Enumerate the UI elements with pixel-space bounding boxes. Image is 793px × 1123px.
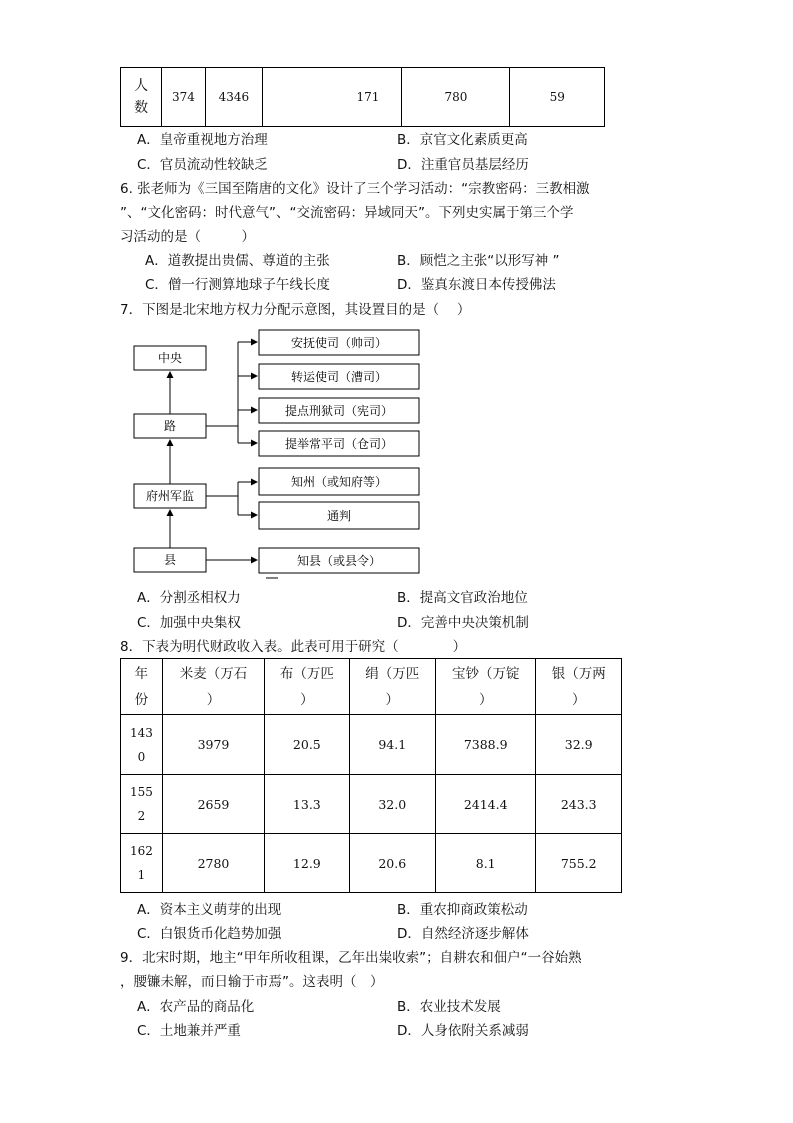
- q9-option-b: B．农业技术发展: [397, 999, 501, 1015]
- q7-stem: 7．下图是北宋地方权力分配示意图，其设置目的是（ ）: [120, 302, 471, 318]
- q7-option-c: C．加强中央集权: [137, 615, 241, 631]
- year-cell: 143 0: [121, 715, 163, 775]
- q5-option-c: C．官员流动性较缺乏: [137, 157, 268, 173]
- q6-option-c: C．僧一行测算地球子午线长度: [145, 277, 330, 293]
- header-grain: 米麦（万石 ）: [162, 659, 264, 715]
- q9-option-c: C．土地兼并严重: [137, 1023, 241, 1039]
- table-cell: 780: [402, 68, 510, 127]
- header-silk: 绢（万匹 ）: [349, 659, 435, 715]
- q8-option-d: D．自然经济逐步解体: [397, 926, 529, 942]
- year-cell: 155 2: [121, 775, 163, 834]
- header-silver: 银（万两 ）: [536, 659, 622, 715]
- label-zhixian: 知县（或县令）: [296, 554, 382, 568]
- label-county: 县: [163, 553, 177, 567]
- table-cell: 3979: [162, 715, 264, 775]
- q8-option-c: C．白银货币化趋势加强: [137, 926, 282, 942]
- q6-stem-line-1: 6. 张老师为《三国至隋唐的文化》设计了三个学习活动：“宗教密码：三教相激: [120, 181, 590, 197]
- table-cell: 2780: [162, 834, 264, 893]
- label-lu: 路: [163, 419, 177, 433]
- label-central: 中央: [157, 351, 183, 365]
- label-zhuanyun: 转运使司（漕司）: [290, 370, 388, 384]
- row-label: 人 数: [121, 68, 162, 127]
- q8-stem: 8．下表为明代财政收入表。此表可用于研究（ ）: [120, 639, 467, 655]
- q7-option-a: A．分割丞相权力: [137, 590, 241, 606]
- q9-stem-line-2: ，腰镰未解，而日输于市焉”。这表明（ ）: [120, 974, 384, 990]
- header-cloth: 布（万匹 ）: [265, 659, 349, 715]
- label-tiju: 提举常平司（仓司）: [284, 437, 394, 451]
- q7-option-d: D．完善中央决策机制: [397, 615, 529, 631]
- label-fuzhou: 府州军监: [145, 489, 195, 503]
- table-cell: 20.6: [349, 834, 435, 893]
- table-cell: 59: [510, 68, 605, 127]
- q7-option-b: B．提高文官政治地位: [397, 590, 528, 606]
- q8-option-a: A．资本主义萌芽的出现: [137, 902, 282, 918]
- table-cell: 94.1: [349, 715, 435, 775]
- q6-option-d: D．鉴真东渡日本传授佛法: [397, 277, 556, 293]
- label-anfu: 安抚使司（帅司）: [290, 336, 388, 350]
- q9-option-d: D．人身依附关系减弱: [397, 1023, 529, 1039]
- label-tongpan: 通判: [326, 509, 352, 523]
- table-cell: 755.2: [536, 834, 622, 893]
- table-row: [121, 775, 622, 834]
- label-tidian: 提点刑狱司（宪司）: [284, 404, 394, 418]
- table-cell: 13.3: [265, 775, 349, 834]
- table-header-row: [121, 659, 622, 715]
- q9-stem-line-1: 9．北宋时期，地主“甲年所收租课，乙年出粜收索”；自耕农和佃户“一谷始熟: [120, 950, 582, 966]
- q6-stem-line-2: ”、“文化密码：时代意气”、“交流密码：异域同天”。下列史实属于第三个学: [120, 205, 574, 221]
- q5-option-a: A．皇帝重视地方治理: [137, 132, 268, 148]
- table-cell: 243.3: [536, 775, 622, 834]
- table-row: [121, 834, 622, 893]
- official-count-table: [120, 67, 605, 127]
- ming-revenue-table: [120, 658, 622, 893]
- song-power-diagram: [120, 322, 430, 584]
- table-row: [121, 715, 622, 775]
- table-cell: 2414.4: [435, 775, 535, 834]
- table-cell: 20.5: [265, 715, 349, 775]
- table-cell: 32.9: [536, 715, 622, 775]
- table-cell: 374: [162, 68, 206, 127]
- table-cell: 8.1: [435, 834, 535, 893]
- q6-option-a: A．道教提出贵儒、尊道的主张: [145, 253, 330, 269]
- year-cell: 162 1: [121, 834, 163, 893]
- q6-stem-line-3: 习活动的是（ ）: [120, 229, 255, 245]
- label-zhizhou: 知州（或知府等）: [290, 475, 388, 489]
- header-paper-money: 宝钞（万锭 ）: [435, 659, 535, 715]
- q8-option-b: B．重农抑商政策松动: [397, 902, 528, 918]
- table-row: [121, 68, 605, 127]
- q5-option-d: D．注重官员基层经历: [397, 157, 529, 173]
- q6-option-b: B．顾恺之主张“以形写神 ”: [397, 253, 560, 269]
- table-cell: 2659: [162, 775, 264, 834]
- q9-option-a: A．农产品的商品化: [137, 999, 255, 1015]
- q5-option-b: B．京官文化素质更高: [397, 132, 528, 148]
- table-cell: 12.9: [265, 834, 349, 893]
- table-cell: 171: [262, 68, 401, 127]
- header-year: 年 份: [121, 659, 163, 715]
- table-cell: 32.0: [349, 775, 435, 834]
- table-cell: 7388.9: [435, 715, 535, 775]
- table-cell: 4346: [205, 68, 262, 127]
